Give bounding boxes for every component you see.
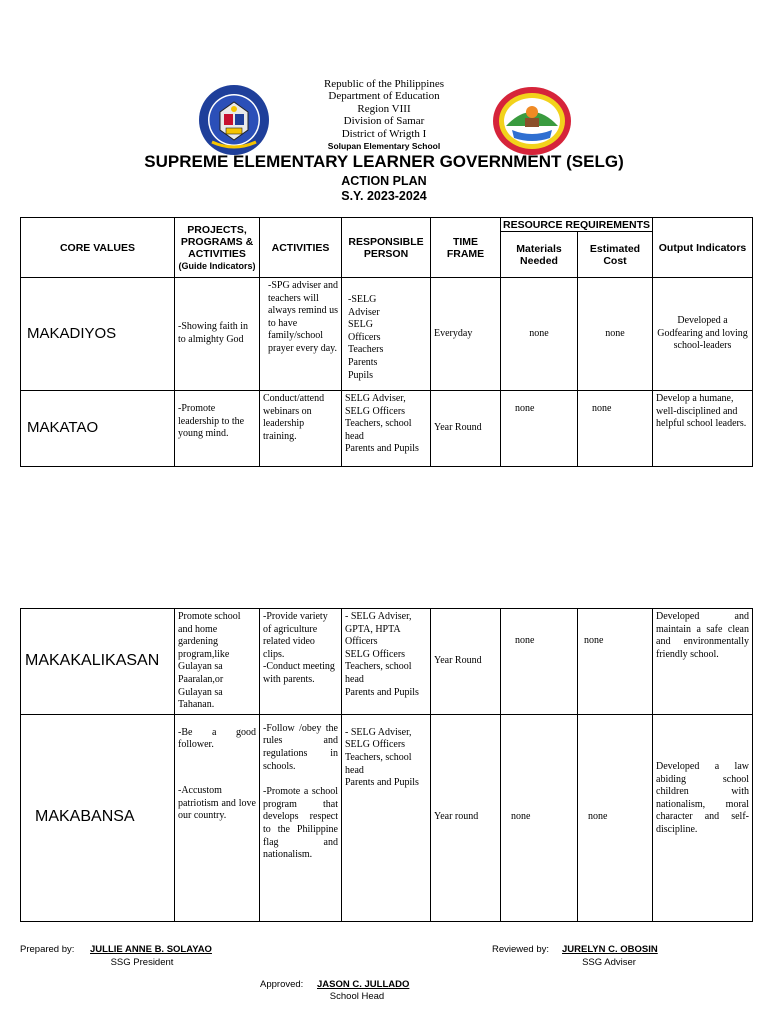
action-plan-table <box>20 217 753 467</box>
letterhead-line: District of Wrigth I <box>341 127 427 140</box>
cost-cell: none <box>578 391 653 467</box>
letterhead-line: Division of Samar <box>343 115 425 128</box>
responsible-cell: - SELG Adviser, GPTA, HPTA Officers SELG Officers Teachers, school head Parents and Pupils <box>342 609 431 715</box>
time-frame-cell: Everyday <box>431 278 501 391</box>
approved-role: School Head <box>329 991 385 1002</box>
prepared-by-name: JULLIE ANNE B. SOLAYAO <box>90 944 212 955</box>
projects-item: -Accustom patriotism and love our country. <box>178 784 256 822</box>
header-responsible: RESPONSIBLE PERSON <box>342 218 431 278</box>
cost-cell: none <box>578 278 653 391</box>
header-time-frame: TIME FRAME <box>431 218 501 278</box>
school-year: S.Y. 2023-2024 <box>341 189 427 203</box>
time-frame-cell: Year Round <box>431 391 501 467</box>
letterhead <box>270 78 498 152</box>
table-row <box>21 714 753 921</box>
header-materials: Materials Needed <box>501 232 578 278</box>
responsible-cell: -SELG Adviser SELG Officers Teachers Parents Pupils <box>342 278 431 391</box>
core-value-cell: MAKATAO <box>21 391 175 467</box>
output-cell: Developed and maintain a safe clean and environmentally friendly school. <box>653 609 753 715</box>
prepared-by-role: SSG President <box>110 957 174 968</box>
header-projects-label: PROJECTS, PROGRAMS & ACTIVITIES <box>180 223 254 260</box>
reviewed-by-role: SSG Adviser <box>582 957 636 968</box>
materials-cell: none <box>501 391 578 467</box>
responsible-cell: SELG Adviser, SELG Officers Teachers, school head Parents and Pupils <box>342 391 431 467</box>
activities-item: -Promote a school program that develops respect to the Philippine flag and nationalism. <box>263 786 338 861</box>
activities-cell: -SPG adviser and teachers will always remind us to have family/school prayer every day. <box>260 278 342 391</box>
activities-item: -Follow /obey the rules and regulations in schools. <box>263 722 338 772</box>
reviewed-by-label: Reviewed by: <box>492 944 550 955</box>
output-cell: Developed a law abiding school children with nationalism, moral character and self-discipline. <box>653 714 753 921</box>
core-value-cell: MAKAKALIKASAN <box>21 609 175 715</box>
table-row <box>21 278 753 391</box>
letterhead-line: Region VIII <box>357 102 411 115</box>
table-row <box>21 391 753 467</box>
approved-name: JASON C. JULLADO <box>317 979 410 990</box>
header-projects-note: (Guide Indicators) <box>178 260 256 271</box>
core-value-cell: MAKABANSA <box>21 714 175 921</box>
cost-cell: none <box>578 609 653 715</box>
reviewed-by-name: JURELYN C. OBOSIN <box>562 944 658 955</box>
header-projects <box>175 218 260 278</box>
activities-cell: -Provide variety of agriculture related video clips. -Conduct meeting with parents. <box>260 609 342 715</box>
core-value-cell: MAKADIYOS <box>21 278 175 391</box>
prepared-by-label: Prepared by: <box>20 944 75 955</box>
projects-cell <box>175 714 260 921</box>
letterhead-line: Department of Education <box>328 90 440 103</box>
school-logo <box>492 86 572 156</box>
header-resource: RESOURCE REQUIREMENTS <box>501 218 653 232</box>
cost-cell: none <box>578 714 653 921</box>
materials-cell: none <box>501 278 578 391</box>
header-cost: Estimated Cost <box>578 232 653 278</box>
action-plan-table-continued <box>20 608 753 922</box>
header-activities: ACTIVITIES <box>260 218 342 278</box>
output-cell: Developed a Godfearing and loving school-leaders <box>653 278 753 391</box>
projects-cell: -Promote leadership to the young mind. <box>175 391 260 467</box>
document-subtitle: ACTION PLAN <box>341 174 427 188</box>
time-frame-cell: Year round <box>431 714 501 921</box>
projects-cell: -Showing faith in to almighty God <box>175 278 260 391</box>
letterhead-line: Republic of the Philippines <box>323 78 445 90</box>
deped-seal-logo <box>198 84 270 156</box>
materials-cell: none <box>501 609 578 715</box>
projects-cell: Promote school and home gardening program,like Gulayan sa Paaralan,or Gulayan sa Tahanan. <box>175 609 260 715</box>
header-core-values: CORE VALUES <box>21 218 175 278</box>
approved-label: Approved: <box>260 979 304 990</box>
time-frame-cell: Year Round <box>431 609 501 715</box>
projects-item: -Be a good follower. <box>178 726 256 751</box>
output-cell: Develop a humane, well-disciplined and helpful school leaders. <box>653 391 753 467</box>
header-output: Output Indicators <box>653 218 753 278</box>
school-name: Solupan Elementary School <box>327 141 441 152</box>
document-title: SUPREME ELEMENTARY LEARNER GOVERNMENT (SELG) <box>144 152 624 171</box>
activities-cell: Conduct/attend webinars on leadership training. <box>260 391 342 467</box>
activities-cell <box>260 714 342 921</box>
responsible-cell: - SELG Adviser, SELG Officers Teachers, school head Parents and Pupils <box>342 714 431 921</box>
table-row <box>21 609 753 715</box>
materials-cell: none <box>501 714 578 921</box>
